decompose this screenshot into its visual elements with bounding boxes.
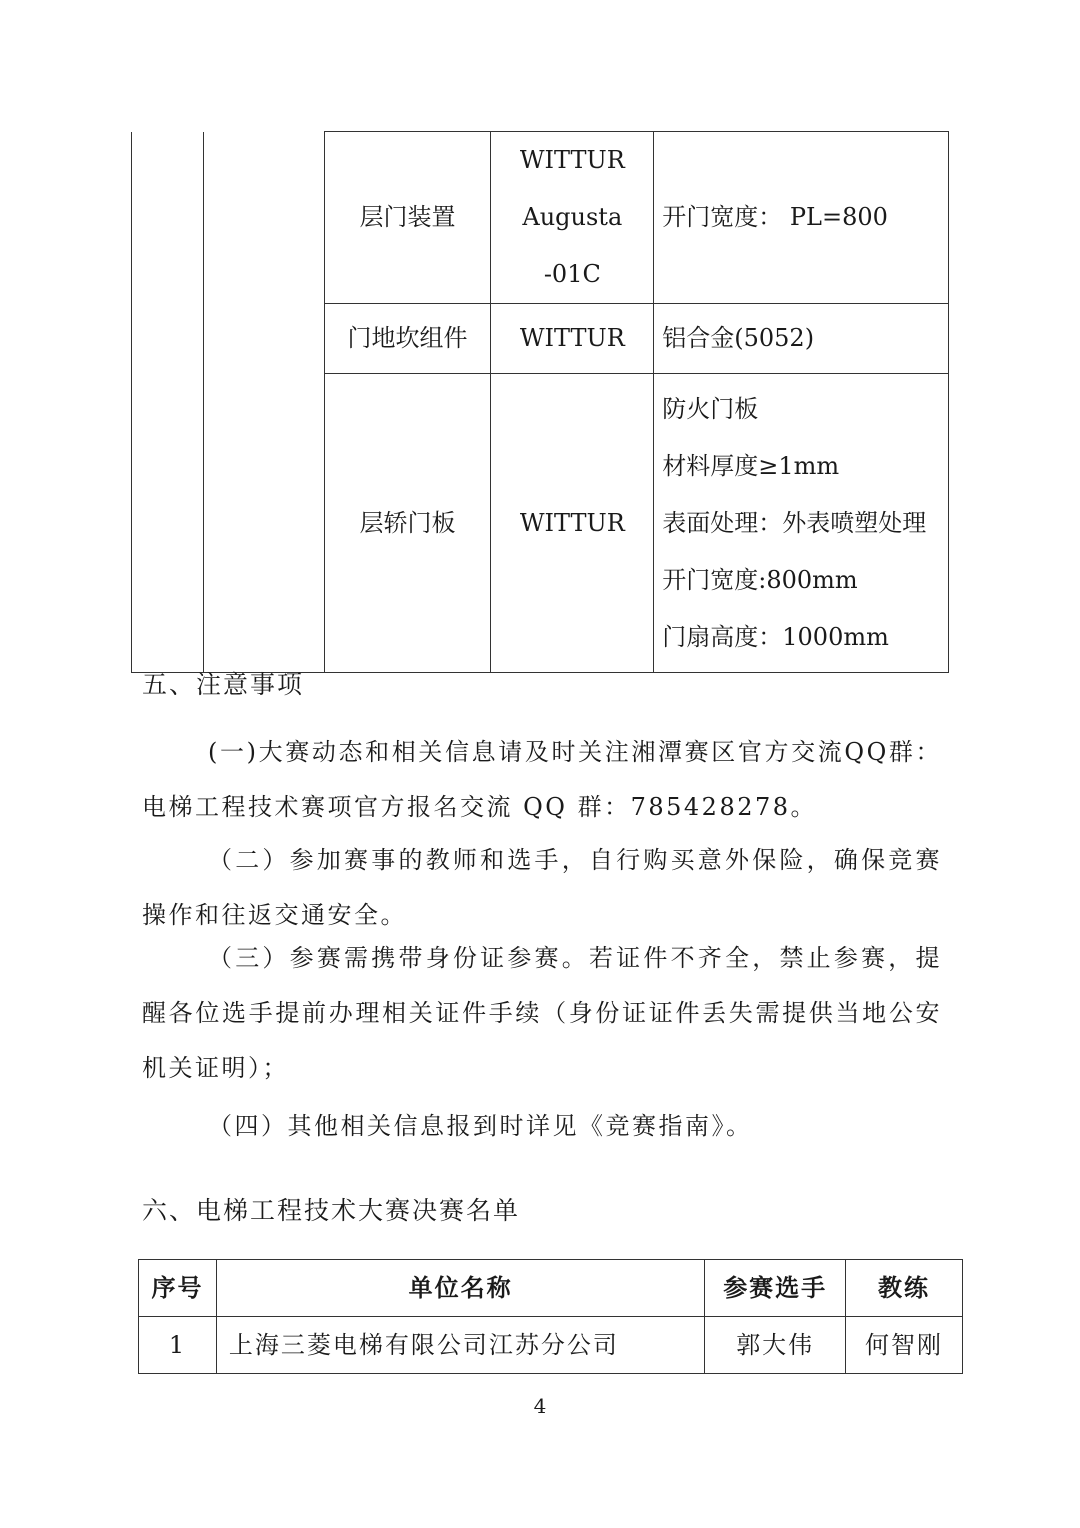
column-header: 参赛选手 bbox=[705, 1260, 846, 1317]
spec-line: 材料厚度≥1mm bbox=[662, 451, 840, 480]
organization-name: 上海三菱电梯有限公司江苏分公司 bbox=[216, 1317, 704, 1374]
table-row bbox=[139, 1317, 963, 1374]
model-line: WITTUR bbox=[519, 146, 625, 174]
model-line: Augusta -01C bbox=[522, 203, 623, 288]
section-heading-roster: 六、电梯工程技术大赛决赛名单 bbox=[142, 1196, 521, 1225]
model-line: WITTUR bbox=[519, 508, 625, 537]
component-spec bbox=[654, 132, 949, 304]
component-spec bbox=[654, 374, 949, 673]
notice-item-3: （三）参赛需携带身份证参赛。若证件不齐全，禁止参赛，提醒各位选手提前办理相关证件手续（身份证证件丢失需提供当地公安机关证明）； bbox=[142, 944, 942, 1082]
roster-table bbox=[138, 1259, 963, 1374]
column-header: 单位名称 bbox=[216, 1260, 704, 1317]
component-name: 门地坎组件 bbox=[324, 304, 491, 374]
notice-item-1: (一)大赛动态和相关信息请及时关注湘潭赛区官方交流QQ群：电梯工程技术赛项官方报名交流 QQ 群：785428278。 bbox=[142, 738, 942, 821]
component-spec bbox=[654, 304, 949, 374]
component-name: 层轿门板 bbox=[324, 374, 491, 673]
row-index: 1 bbox=[139, 1317, 217, 1374]
contestant-name: 郭大伟 bbox=[705, 1317, 846, 1374]
spec-line: 防火门板 bbox=[662, 394, 759, 423]
component-model bbox=[491, 374, 654, 673]
section-heading-notes: 五、注意事项 bbox=[142, 670, 305, 699]
blank-cell bbox=[203, 132, 324, 673]
component-model bbox=[491, 132, 654, 304]
spec-line: 表面处理：外表喷塑处理 bbox=[662, 508, 927, 537]
spec-line: 门扇高度：1000mm bbox=[662, 622, 889, 651]
column-header: 教练 bbox=[846, 1260, 963, 1317]
spec-line: 开门宽度： PL=800 bbox=[662, 203, 888, 231]
model-line: WITTUR bbox=[519, 324, 625, 353]
spec-line: 开门宽度:800mm bbox=[662, 565, 858, 594]
roster-header-row bbox=[139, 1260, 963, 1317]
notice-item-2: （二）参加赛事的教师和选手，自行购买意外保险，确保竞赛操作和往返交通安全。 bbox=[142, 846, 942, 929]
coach-name: 何智刚 bbox=[846, 1317, 963, 1374]
component-name: 层门装置 bbox=[324, 132, 491, 304]
spec-table bbox=[131, 131, 949, 673]
notice-item-4: （四）其他相关信息报到时详见《竞赛指南》。 bbox=[208, 1112, 753, 1140]
component-model bbox=[491, 304, 654, 374]
column-header: 序号 bbox=[139, 1260, 217, 1317]
blank-cell bbox=[132, 132, 204, 673]
spec-line: 铝合金(5052) bbox=[662, 324, 815, 353]
page-number: 4 bbox=[533, 1394, 547, 1418]
spec-row-door-device bbox=[132, 132, 949, 304]
